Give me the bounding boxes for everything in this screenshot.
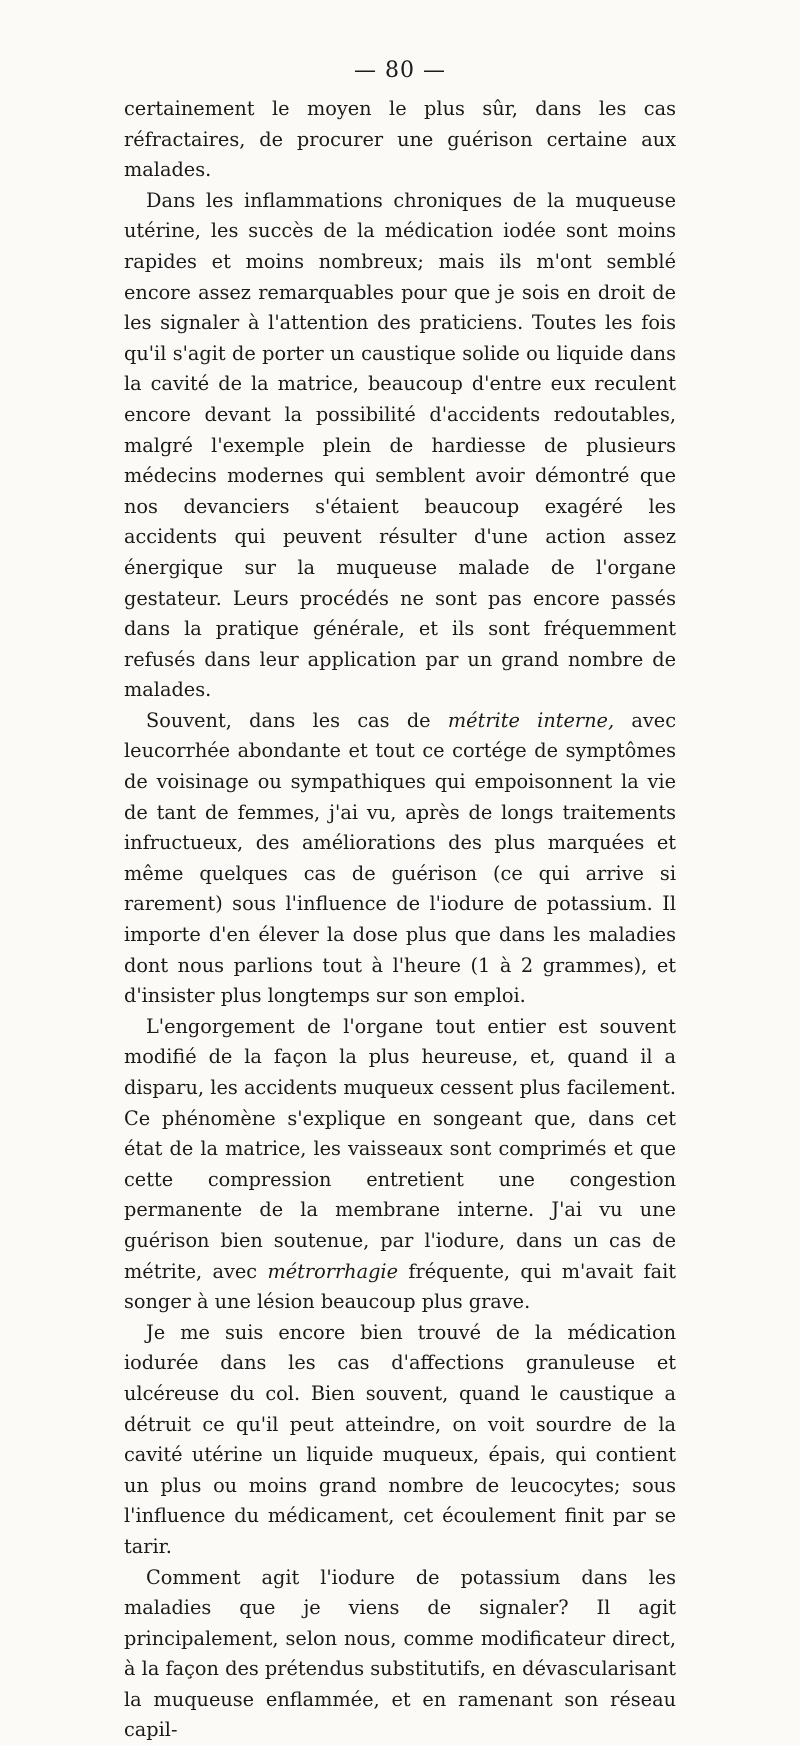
body-text	[124, 94, 676, 1746]
paragraph	[124, 1012, 676, 1318]
paragraph	[124, 186, 676, 706]
text-run: Je me suis encore bien trouvé de la médication iodurée dans les cas d'affections granuleuse et ulcéreuse du col. Bien souvent, quand le caustique a détruit ce qu'il peut atteindre, on voit sourdre de la cavité utérine un liquide muqueux, épais, qui contient un plus ou moins grand nombre de leucocytes; sous l'influence du médicament, cet écoulement finit par se tarir.	[124, 1321, 676, 1558]
text-run: avec leucorrhée abondante et tout ce cortége de symptômes de voisinage ou sympathiques qui empoisonnent la vie de tant de femmes, j'ai vu, après de longs traitements infructueux, des améliorations des plus marquées et même quelques cas de guérison (ce qui arrive si rarement) sous l'influence de l'iodure de potassium. Il importe d'en élever la dose plus que dans les maladies dont nous parlions tout à l'heure (1 à 2 grammes), et d'insister plus longtemps sur son emploi.	[124, 709, 676, 1007]
paragraph	[124, 1318, 676, 1563]
book-page	[124, 54, 676, 1746]
paragraph	[124, 94, 676, 186]
text-run: L'engorgement de l'organe tout entier est souvent modifié de la façon la plus heureuse, et, quand il a disparu, les accidents muqueux cessent plus facilement. Ce phénomène s'explique en songeant que, dans cet état de la matrice, les vaisseaux sont comprimés et que cette compression entretient une congestion permanente de la membrane interne. J'ai vu une guérison bien soutenue, par l'iodure, dans un cas de métrite, avec	[124, 1015, 676, 1283]
paragraph	[124, 1563, 676, 1746]
italic-text: métrite interne,	[448, 709, 614, 732]
text-run: certainement le moyen le plus sûr, dans les cas réfractaires, de procurer une guérison certaine aux malades.	[124, 97, 676, 181]
italic-text: métrorrhagie	[267, 1260, 398, 1283]
page-number: — 80 —	[124, 54, 676, 88]
text-run: Dans les inflammations chroniques de la muqueuse utérine, les succès de la médication iodée sont moins rapides et moins nombreux; mais ils m'ont semblé encore assez remarquables pour que je sois en droit de les signaler à l'attention des praticiens. Toutes les fois qu'il s'agit de porter un caustique solide ou liquide dans la cavité de la matrice, beaucoup d'entre eux reculent encore devant la possibilité d'accidents redoutables, malgré l'exemple plein de hardiesse de plusieurs médecins modernes qui semblent avoir démontré que nos devanciers s'étaient beaucoup exagéré les accidents qui peuvent résulter d'une action assez énergique sur la muqueuse malade de l'organe gestateur. Leurs procédés ne sont pas encore passés dans la pratique générale, et ils sont fréquemment refusés dans leur application par un grand nombre de malades.	[124, 189, 676, 702]
text-run: fréquente, qui m'avait fait songer à une lésion beaucoup plus grave.	[124, 1260, 676, 1314]
text-run: Comment agit l'iodure de potassium dans les maladies que je viens de signaler? Il agit principalement, selon nous, comme modificateur direct, à la façon des prétendus substitutifs, en dévascularisant la muqueuse enflammée, et en ramenant son réseau capil-	[124, 1566, 676, 1742]
paragraph	[124, 706, 676, 1012]
text-run: Souvent, dans les cas de	[146, 709, 448, 732]
